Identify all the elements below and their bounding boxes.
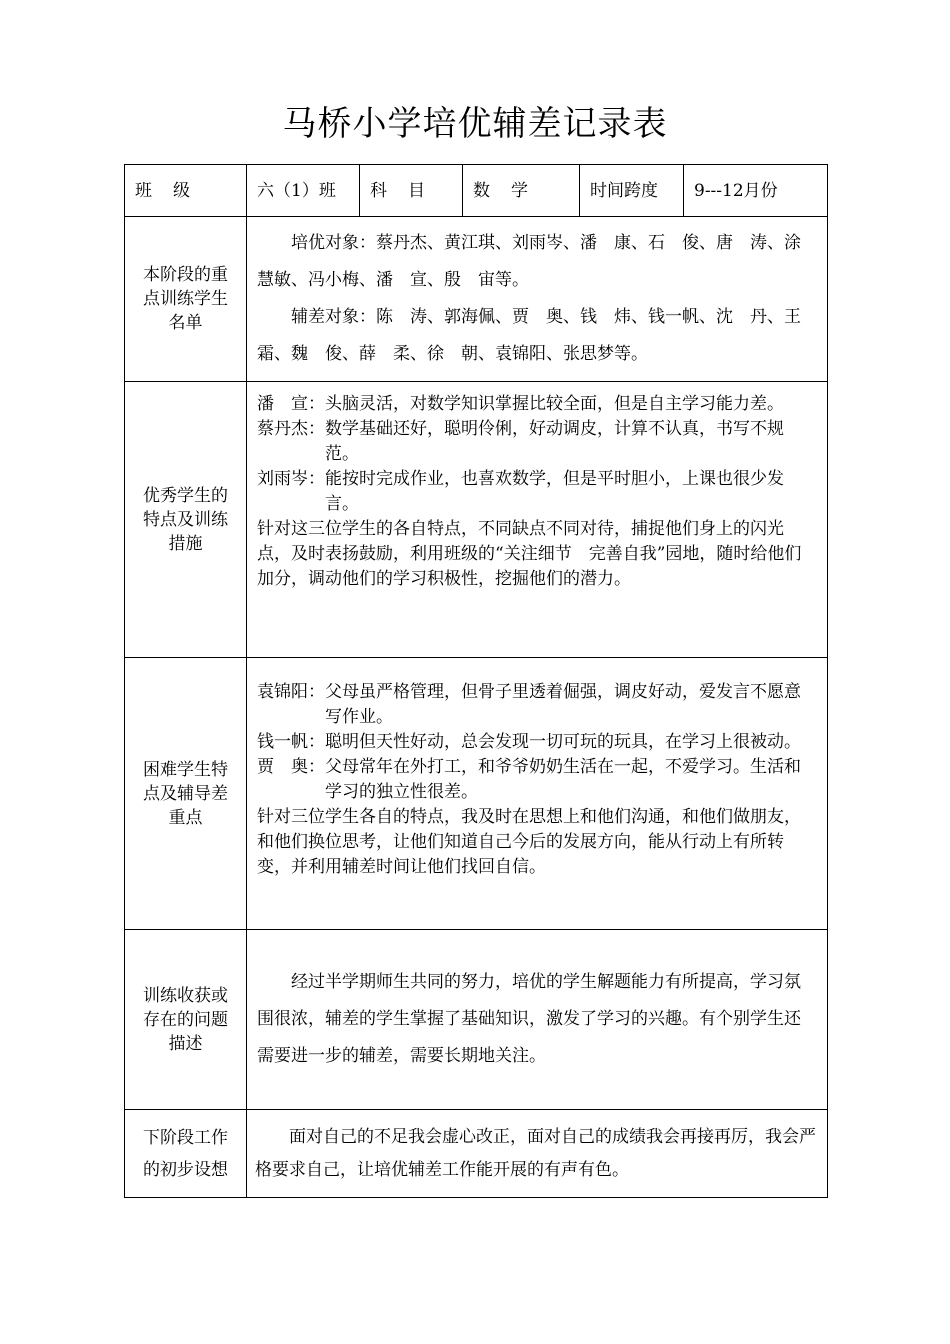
class-label: 班 级 [125,165,247,217]
key-students-content [247,217,828,382]
difficult-row [125,658,828,930]
key-students-label: 本阶段的重点训练学生名单 [125,217,247,382]
excellent-row [125,382,828,658]
results-text: 经过半学期师生共同的努力，培优的学生解题能力有所提高，学习氛围很浓，辅差的学生掌握了基础知识，激发了学习的兴趣。有个别学生还需要进一步的辅差，需要长期地关注。 [257,972,801,1066]
student-name: 袁锦阳： [257,682,325,702]
advanced-students: 培优对象：蔡丹杰、黄江琪、刘雨岑、潘 康、石 俊、唐 涛、涂慧敏、冯小梅、潘 宣、殷 宙等。 [257,233,801,290]
student-trait: 能按时完成作业，也喜欢数学，但是平时胆小，上课也很少发言。 [325,469,784,514]
support-students: 辅差对象：陈 涛、郭海佩、贾 奥、钱 炜、钱一帆、沈 丹、王 霜、魏 俊、薛 柔、徐 朝、袁锦阳、张思梦等。 [257,307,818,364]
excellent-entry [257,392,817,417]
next-plan-row [125,1110,828,1198]
student-name: 蔡丹杰： [257,419,325,439]
next-plan-content [247,1110,828,1198]
student-name: 钱一帆： [257,732,325,752]
difficult-entry [257,680,817,730]
period-value: 9---12月份 [684,165,828,217]
student-trait: 父母常年在外打工，和爷爷奶奶生活在一起，不爱学习。生活和学习的独立性很差。 [325,757,801,802]
student-trait: 聪明但天性好动，总会发现一切可玩的玩具，在学习上很被动。 [325,732,801,752]
student-name: 刘雨岑： [257,469,325,489]
excellent-entry [257,467,817,517]
results-label: 训练收获或存在的问题描述 [125,930,247,1110]
header-row [125,165,828,217]
key-students-row [125,217,828,382]
difficult-label: 困难学生特点及辅导差重点 [125,658,247,930]
excellent-label: 优秀学生的特点及训练措施 [125,382,247,658]
page-title: 马桥小学培优辅差记录表 [282,104,668,144]
student-trait: 头脑灵活，对数学知识掌握比较全面，但是自主学习能力差。 [325,394,784,414]
class-value: 六（1）班 [247,165,360,217]
excellent-entry [257,417,817,467]
student-name: 贾 奥： [257,757,325,777]
results-row [125,930,828,1110]
difficult-content [247,658,828,930]
difficult-entry [257,755,817,805]
subject-label: 科 目 [360,165,463,217]
difficult-entry [257,730,817,755]
difficult-measures: 针对三位学生各自的特点，我及时在思想上和他们沟通，和他们做朋友，和他们换位思考，让他们知道自己今后的发展方向，能从行动上有所转变，并利用辅差时间让他们找回自信。 [257,807,801,877]
student-name: 潘 宣： [257,394,325,414]
student-trait: 父母虽严格管理，但骨子里透着倔强，调皮好动，爱发言不愿意写作业。 [325,682,801,727]
excellent-content [247,382,828,658]
next-plan-text: 面对自己的不足我会虚心改正，面对自己的成绩我会再接再厉，我会严格要求自己，让培优辅差工作能开展的有声有色。 [255,1126,816,1180]
results-content [247,930,828,1110]
record-table [124,164,828,1198]
period-label: 时间跨度 [580,165,684,217]
next-plan-label: 下阶段工作的初步设想 [125,1110,247,1198]
subject-value: 数 学 [463,165,580,217]
student-trait: 数学基础还好，聪明伶俐，好动调皮，计算不认真，书写不规范。 [325,419,784,464]
excellent-measures: 针对这三位学生的各自特点，不同缺点不同对待，捕捉他们身上的闪光点，及时表扬鼓励，利用班级的“关注细节 完善自我”园地，随时给他们加分，调动他们的学习积极性，挖掘他们的潜力。 [257,519,802,589]
